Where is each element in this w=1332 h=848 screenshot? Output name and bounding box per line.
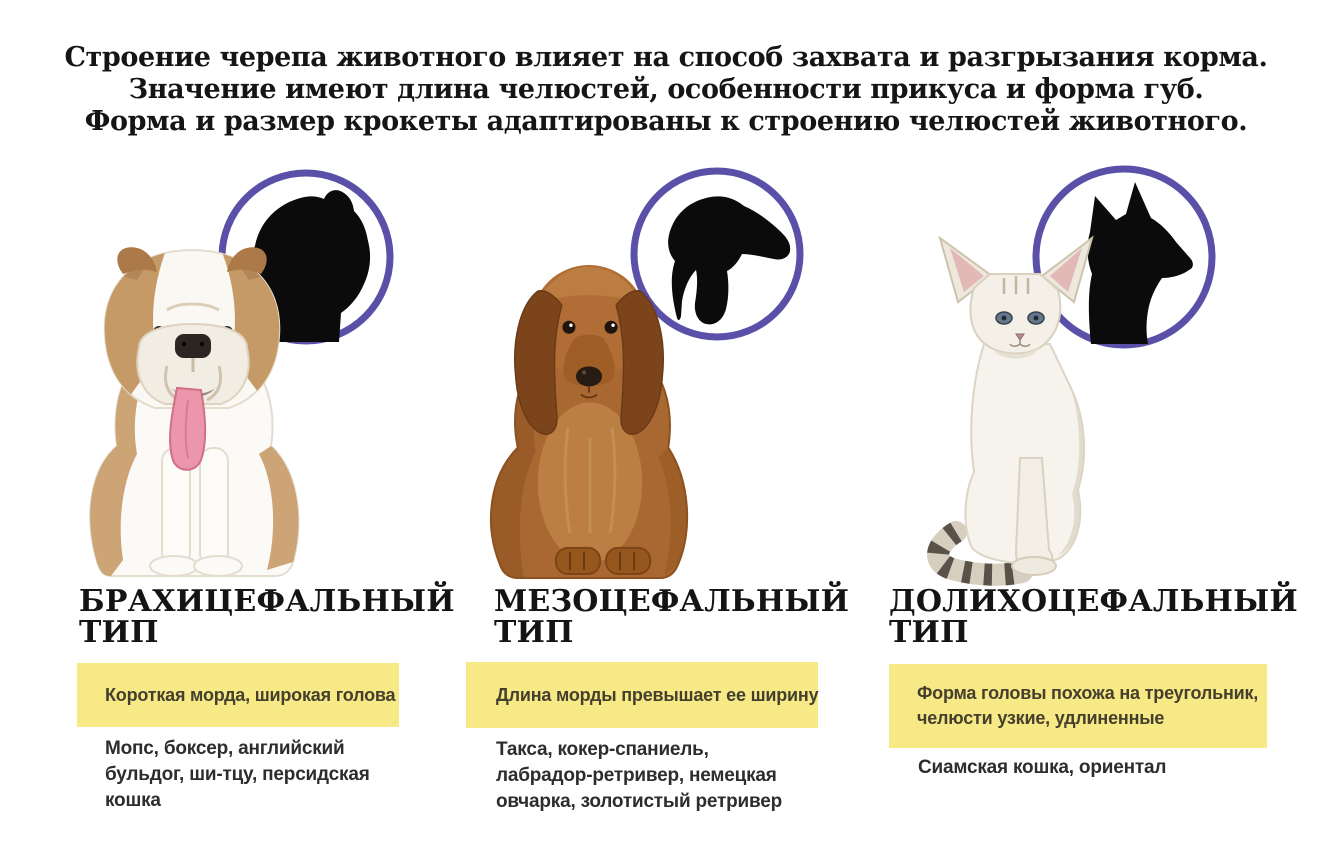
- highlight-text: Короткая морда, широкая голова: [105, 684, 396, 705]
- column-title-brachycephalic: [79, 586, 455, 648]
- breeds-line: Мопс, боксер, английский: [105, 738, 345, 759]
- breeds-list-mesocephalic: [496, 737, 782, 815]
- breeds-line: бульдог, ши-тцу, персидская: [105, 764, 370, 785]
- breeds-line: Такса, кокер-спаниель,: [496, 739, 709, 760]
- title-line: БРАХИЦЕФАЛЬНЫЙ: [79, 584, 455, 619]
- breeds-list-brachycephalic: [105, 736, 370, 814]
- highlight-box-brachycephalic: [77, 663, 399, 727]
- highlight-text: Длина морды превышает ее ширину: [496, 684, 819, 705]
- highlight-text: челюсти узкие, удлиненные: [917, 708, 1165, 728]
- title-line: ТИП: [494, 615, 574, 650]
- intro-line-3: Форма и размер крокеты адаптированы к строению челюстей животного.: [84, 106, 1248, 137]
- intro-line-2: Значение имеют длина челюстей, особенности прикуса и форма губ.: [128, 74, 1204, 105]
- title-line: ТИП: [79, 615, 159, 650]
- breeds-line: Сиамская кошка, ориентал: [918, 757, 1167, 778]
- title-line: МЕЗОЦЕФАЛЬНЫЙ: [494, 584, 850, 619]
- siamese-oriental-cat-photo: [921, 226, 1113, 578]
- long-haired-dachshund-photo: [471, 247, 708, 578]
- highlight-box-mesocephalic: [466, 662, 818, 728]
- highlight-box-dolichocephalic: [889, 664, 1267, 748]
- breeds-list-dolichocephalic: [918, 755, 1166, 781]
- breeds-line: овчарка, золотистый ретривер: [496, 791, 783, 812]
- title-line: ТИП: [889, 615, 969, 650]
- english-bulldog-photo: [66, 240, 318, 578]
- intro-text: [0, 42, 1332, 138]
- breeds-line: лабрадор-ретривер, немецкая: [496, 765, 777, 786]
- title-line: ДОЛИХОЦЕФАЛЬНЫЙ: [889, 584, 1298, 619]
- column-title-mesocephalic: [494, 586, 849, 648]
- highlight-text: Форма головы похожа на треугольник,: [917, 683, 1259, 703]
- breeds-line: кошка: [105, 790, 161, 811]
- intro-line-1: Строение черепа животного влияет на способ захвата и разгрызания корма.: [64, 42, 1268, 73]
- column-title-dolichocephalic: [889, 586, 1298, 648]
